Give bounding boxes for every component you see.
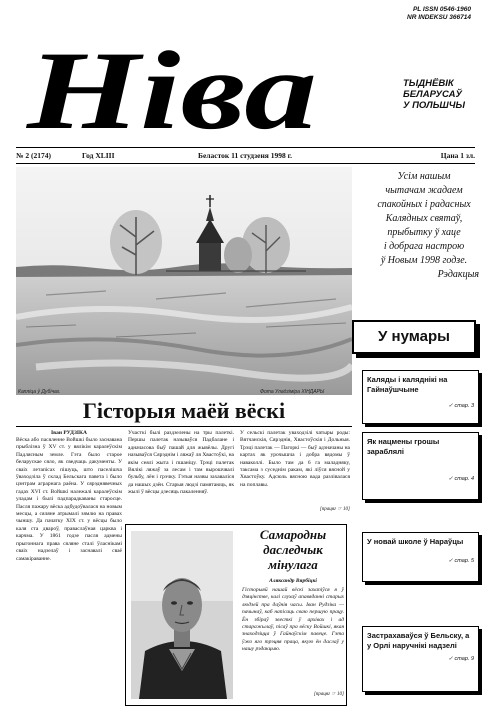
- newspaper-logo: [22, 40, 322, 140]
- greeting-line: ў Новым 1998 годзе.: [380, 255, 468, 266]
- greeting-line: прыбытку ў хаце: [387, 227, 461, 238]
- sub-headline-line: Самародны: [259, 527, 327, 542]
- teaser-box[interactable]: [362, 370, 479, 424]
- sub-article-headline: [242, 527, 344, 572]
- index-line: NR INDEKSU 366714: [407, 14, 471, 21]
- teaser-title: Як нацмены грошы зараблялі: [367, 437, 440, 456]
- sub-article-body: [242, 587, 344, 703]
- new-year-greeting: [365, 170, 483, 282]
- teaser-box[interactable]: [362, 432, 479, 500]
- sub-article-text: Гісторыяй нашай вёскі захапіўся я ў дзяцінстве, калі слухаў апавяданні старых людзей пра даўнія часы. Іван Рудзіка — пачынаў, каб напісаць сваю першую працу. Ён збіраў звесткі ў архівах і ад старажылаў, пісаў пра вёску Войшкі, якая знаходзіцца ў Гайнаўскім павеце. Гэта ўжо яго трэцяя праца, якую ён даслаў у нашу рэдакцыю.: [242, 587, 344, 653]
- teaser-page: ✓ стар. 3: [448, 403, 474, 409]
- continued-link[interactable]: [працяг ☞ 10]: [319, 507, 350, 512]
- article-column-2: [128, 430, 234, 522]
- issn-line: PL ISSN 0546-1960: [412, 6, 471, 13]
- greeting-line: чытачам жадаем: [385, 185, 463, 196]
- logo-wordmark: [22, 40, 322, 140]
- greeting-line: Усiм нашым: [397, 171, 451, 182]
- teaser-page: ✓ стар. 9: [448, 656, 474, 662]
- sub-article-author: Аляксандр Вярбіцкі: [269, 578, 317, 584]
- in-this-issue-header: У нумары: [352, 320, 476, 354]
- article-text: Участкі былі раздзелены на тры палеткі. Першы палетак называўся Падбалане і адначасова быў пашай для жывёлы. Другі называўся Сярэднім і ляжаў ля Хвастоўкі, на якім сеялі жыта і пшаніцу. Трэці палетак Вялікі ляжаў за лесам і там вырошчвалі бульбу, лён і грэчку. Гэтыя назвы захаваліся да нашых дзён. Старыя людзі памятаюць, як жылі ў вёсцы дзесяць пакаленняў.: [128, 430, 234, 496]
- teaser-box[interactable]: [362, 532, 479, 582]
- article-column-1: [16, 430, 122, 710]
- masthead-tagline: [403, 78, 465, 111]
- teaser-box[interactable]: [362, 626, 479, 692]
- sub-headline-line: мінулага: [268, 557, 318, 572]
- logo-text: Ніва: [25, 40, 318, 140]
- photo-caption: Каплiца ў Дубiчах.: [18, 389, 61, 395]
- tagline-line: У ПОЛЬШЧЫ: [403, 100, 465, 111]
- winter-chapel-image: [16, 167, 352, 395]
- tagline-line: ТЫДНЁВІК: [403, 78, 454, 89]
- author-portrait: [131, 531, 233, 699]
- sub-headline-line: даследчык: [263, 542, 323, 557]
- teaser-title: Каляды і каляднікі на Гайнаўшчыне: [367, 375, 448, 394]
- portrait-image: [131, 531, 233, 699]
- continued-link[interactable]: [працяг ☞ 10]: [313, 692, 344, 697]
- teaser-title: Застрахаваўся ў Бельску, а у Орлі наручнікі надзелі: [367, 631, 470, 650]
- masthead-rule: [16, 147, 475, 148]
- teaser-page: ✓ стар. 5: [448, 558, 474, 564]
- main-photo: [16, 167, 352, 395]
- issue-number: № 2 (2174): [16, 151, 52, 160]
- greeting-line: спакойных i радасных: [377, 199, 471, 210]
- photo-credit: Фота Уладзімiра ХIНДАРЫ: [260, 389, 325, 395]
- article-text: Вёска або пасяленне Войшкі было заснавана прыблізна ў XV ст. у вялікім каралеўскім Падлясным земле. Гэта было старое беларускае сяло, як сведчаць дакументы. У сваіх летапісах пішуць, што паселішча ўваходзіла ў склад Бельскага павета і было цэнтрам аграрнага раёна. У сярэднявечных гадах XVI ст. Войшкі належалі каралеўскім уладам і былі падпарадкаваны старосце. Пасля пажару вёска адбудоўвалася на новым месцы, а сяляне атрымалі зямлю на правах чыншу. Да пачатку XIX ст. у вёсцы было каля ста двароў, праваслаўная царква і карчма. У 1861 годзе пасля адмены прыгоннага права сяляне сталі ўласнікамі сваіх надзелаў і заснавалі сваё самакіраванне.: [16, 437, 122, 562]
- place-date: Беласток 11 студзеня 1998 г.: [198, 151, 293, 160]
- tagline-line: БЕЛАРУСАЎ: [403, 89, 462, 100]
- teaser-title: У новай школе ў Нараўцы: [367, 537, 464, 546]
- headline-rule: [16, 426, 352, 427]
- dateline: [16, 150, 475, 162]
- dateline-rule: [16, 163, 475, 164]
- volume-year: Год XLIII: [82, 151, 115, 160]
- greeting-line: i добрага настрою: [383, 241, 465, 252]
- article-headline: Гісторыя маёй вёскі: [82, 398, 286, 423]
- teaser-page: ✓ стар. 4: [448, 476, 474, 482]
- article-text: У сельскі палетак уваходзілі чатыры роды: Вятчанскія, Сярэднія, Хвастоўскія і Дольныя. Трэці палетак — Пагоркі — быў адзначаны на картах як урочышча і добра вядомы ў наваколлі. Было там да 6 га маладняку, таксама з суседнім ракам, які ліўся вясной у Хвастоўку. Адсюль вясною вада разлівалася на поплавы.: [240, 430, 350, 488]
- price: Цана 1 зл.: [440, 151, 475, 160]
- greeting-line: Калядных святаў,: [385, 213, 463, 224]
- issn-block: [407, 6, 471, 22]
- greeting-signature: Рэдакцыя: [437, 269, 479, 280]
- article-author: Іван РУДЗІКА: [50, 430, 88, 436]
- article-column-3: [240, 430, 350, 522]
